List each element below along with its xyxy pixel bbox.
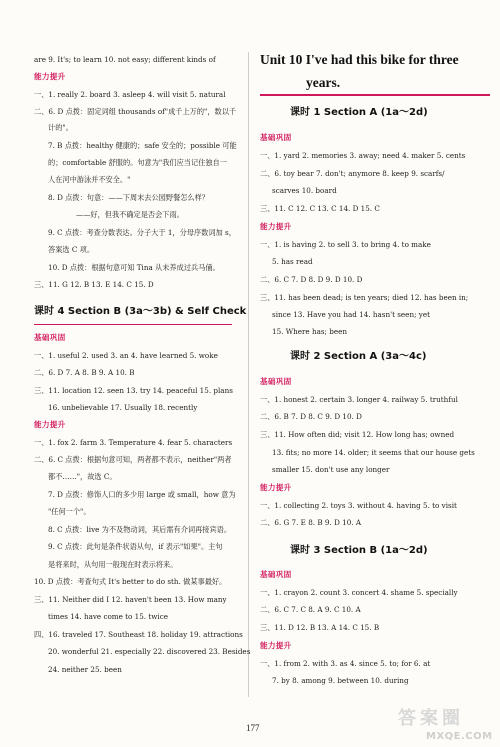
answer-line: 人在河中游泳并不安全。"	[48, 175, 131, 184]
answer-line: 都不……"，故选 C。	[48, 472, 117, 481]
answer-line: 一、1. really 2. board 3. asleep 4. will visit 5. natural	[34, 90, 226, 99]
answer-line: 10. D 点拨：考查句式 It's better to do sth. 做某事最好。	[34, 577, 227, 586]
answer-line: ——好，但我不确定是否会下雨。	[76, 210, 184, 219]
answer-line: 二、6. D 7. A 8. B 9. A 10. B	[34, 368, 135, 377]
answer-line: 二、6. toy bear 7. don't; anymore 8. keep 9. scarfs/	[260, 169, 445, 178]
answer-line: 一、1. from 2. with 3. as 4. since 5. to; for 6. at	[260, 659, 431, 668]
answer-line: 二、6. D 点拨：固定词组 thousands of"成千上万的"，数以千	[34, 107, 237, 116]
watermark-url: MXQE.COM	[426, 731, 493, 742]
answer-line: 一、1. useful 2. used 3. an 4. have learned 5. woke	[34, 351, 218, 360]
section-heading-ability: 能力提升	[260, 222, 292, 231]
answer-line: 二、6. C 点拨：根据句意可知，两者都不表示，neither"两者	[34, 455, 232, 464]
answer-line: 9. C 点拨：考查分数表达。分子大于 1，分母序数词加 s，	[48, 228, 236, 237]
section-heading-basic: 基础巩固	[260, 133, 292, 142]
lesson-title-4: 课时 4 Section B (3a～3b) & Self Check	[34, 306, 247, 317]
lesson-title-3: 课时 3 Section B (1a～2d)	[290, 545, 428, 556]
answer-line: 5. has read	[272, 257, 313, 266]
answer-line: 计的"。	[48, 123, 73, 132]
answer-line: 三、11. D 12. B 13. A 14. C 15. B	[260, 623, 380, 632]
answer-line: 15. Where has; been	[272, 327, 348, 336]
answer-line: since 13. Have you had 14. hasn't seen; yet	[272, 310, 430, 319]
answer-line: 7. by 8. among 9. between 10. during	[272, 676, 409, 685]
answer-line: 16. unbelievable 17. Usually 18. recently	[48, 403, 198, 412]
answer-line: times 14. have come to 15. twice	[48, 612, 168, 621]
answer-line: 一、1. collecting 2. toys 3. without 4. having 5. to visit	[260, 501, 457, 510]
section-heading-basic: 基础巩固	[260, 570, 292, 579]
unit-title-cont: years.	[306, 75, 341, 90]
answer-line: 8. D 点拨：句意：——下周末去公园野餐怎么样？	[48, 193, 209, 202]
answer-line: 20. wonderful 21. especially 22. discovered 23. Besides	[48, 647, 251, 656]
answer-line: 三、11. Neither did I 12. haven't been 13. How many	[34, 595, 227, 604]
answer-line: smaller 15. don't use any longer	[272, 465, 390, 474]
answer-line: 一、1. crayon 2. count 3. concert 4. shame 5. specially	[260, 588, 458, 597]
lesson-rule	[34, 324, 232, 325]
answer-line: 三、11. G 12. B 13. E 14. C 15. D	[34, 280, 154, 289]
answer-line: 一、1. yard 2. memories 3. away; need 4. maker 5. cents	[260, 151, 466, 160]
answer-line: 三、11. has been dead; is ten years; died 12. has been in;	[260, 293, 469, 302]
answer-line: 二、6. C 7. C 8. A 9. C 10. A	[260, 605, 361, 614]
answer-line: 7. D 点拨：修饰人口的多少用 large 或 small，how 意为	[48, 490, 236, 499]
answer-line: scarves 10. board	[272, 186, 337, 195]
section-heading-ability: 能力提升	[260, 641, 292, 650]
page-number: 177	[246, 723, 260, 733]
answer-line: 13. fits; no more 14. older; it seems that our house gets	[272, 448, 475, 457]
answer-line: 三、11. location 12. seen 13. try 14. peaceful 15. plans	[34, 386, 233, 395]
watermark	[398, 709, 496, 743]
unit-title: Unit 10 I've had this bike for three	[260, 52, 459, 67]
lesson-title-2: 课时 2 Section A (3a～4c)	[290, 351, 427, 362]
answer-line: 9. C 点拨：此句是条件状语从句，if 表示"如果"。主句	[48, 542, 223, 551]
answer-line: 的；comfortable 舒服的。句意为"我们应当记住独自一	[48, 158, 227, 167]
answer-line: 答案选 C 项。	[48, 245, 95, 254]
answer-line: 二、6. B 7. D 8. C 9. D 10. D	[260, 412, 362, 421]
answer-line: 10. D 点拨：根据句意可知 Tina 从未养成过兵马俑。	[48, 263, 220, 272]
answer-line: 一、1. honest 2. certain 3. longer 4. railway 5. truthful	[260, 395, 458, 404]
answer-line: 8. C 点拨：live 为不及物动词，其后需有介词再接宾语。	[48, 525, 232, 534]
section-heading-basic: 基础巩固	[260, 377, 292, 386]
watermark-logo-text: 答案圈	[398, 708, 464, 729]
section-heading-ability: 能力提升	[34, 420, 66, 429]
unit-rule	[260, 94, 490, 96]
answer-line: are 9. It's; to learn 10. not easy; different kinds of	[34, 55, 216, 64]
answer-line: 二、6. C 7. D 8. D 9. D 10. D	[260, 275, 363, 284]
section-heading-ability: 能力提升	[34, 72, 66, 81]
answer-line: 是将来时，从句用一般现在时表示将来。	[48, 560, 178, 569]
answer-line: 四、16. traveled 17. Southeast 18. holiday 19. attractions	[34, 630, 243, 639]
answer-line: 三、11. How often did; visit 12. How long has; owned	[260, 430, 455, 439]
section-heading-basic: 基础巩固	[34, 333, 66, 342]
column-divider	[248, 52, 249, 697]
answer-line: 一、1. fox 2. farm 3. Temperature 4. fear 5. characters	[34, 438, 233, 447]
answer-line: "任何一个"。	[48, 507, 91, 516]
answer-line: 24. neither 25. been	[48, 665, 122, 674]
answer-line: 三、11. C 12. C 13. C 14. D 15. C	[260, 204, 380, 213]
section-heading-ability: 能力提升	[260, 483, 292, 492]
lesson-title-1: 课时 1 Section A (1a～2d)	[290, 107, 428, 118]
answer-line: 7. B 点拨：healthy 健康的；safe 安全的；possible 可能	[48, 141, 237, 150]
answer-line: 一、1. is having 2. to sell 3. to bring 4. to make	[260, 240, 431, 249]
answer-line: 二、6. G 7. E 8. B 9. D 10. A	[260, 518, 362, 527]
